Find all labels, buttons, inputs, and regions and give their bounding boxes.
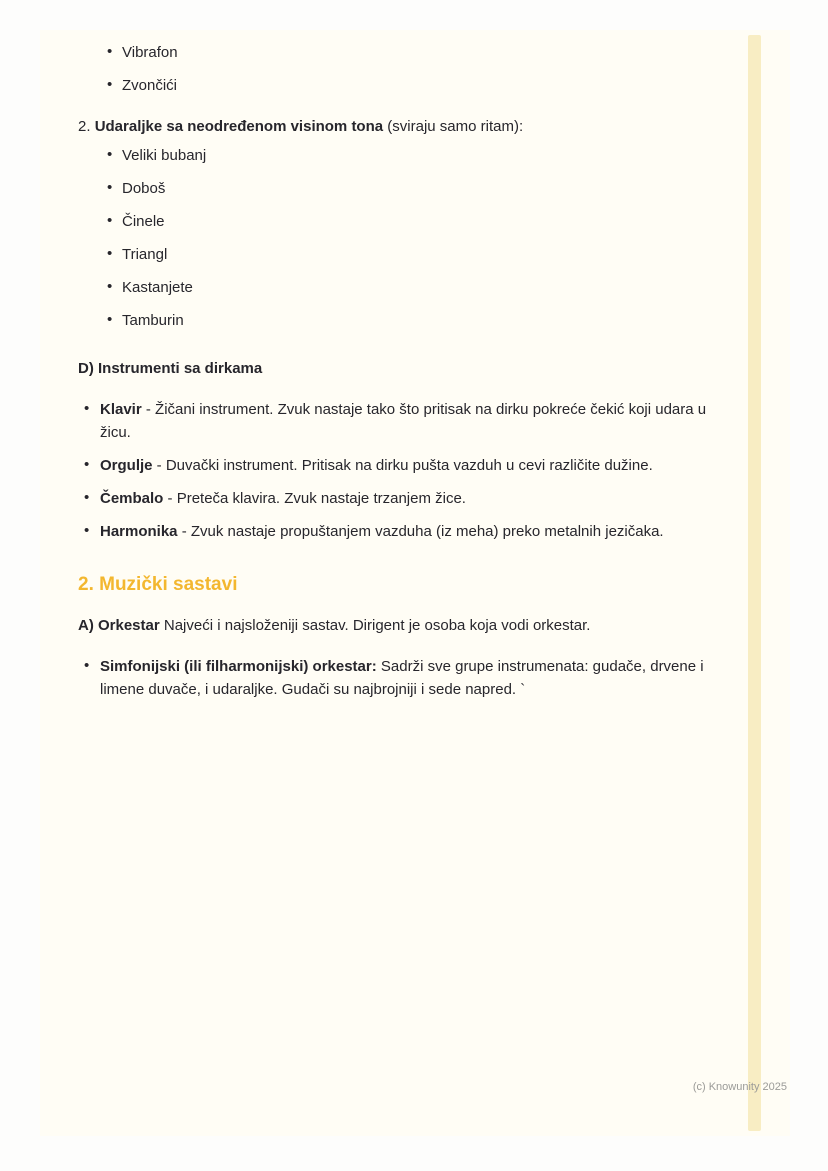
copyright-footer: (c) Knowunity 2025	[692, 1081, 787, 1093]
orchestra-list	[82, 656, 724, 702]
document-content	[40, 30, 790, 702]
paragraph-bold-text: A) Orkestar	[78, 617, 160, 635]
numbered-heading-bold: Udaraljke sa neodređenom visinom tona	[94, 117, 384, 135]
paragraph-rest-text: Najveći i najsloženiji sastav. Dirigent je osoba koja vodi orkestar.	[159, 617, 591, 635]
list-item-text: Triangl	[122, 245, 168, 263]
document-card	[40, 30, 790, 1136]
term-text: Orgulje	[100, 457, 153, 475]
list-item	[105, 178, 724, 201]
list-item	[105, 42, 724, 65]
description-text: - Preteča klavira. Zvuk nastaje trzanjem žice.	[163, 490, 466, 508]
description-text: - Žičani instrument. Zvuk nastaje tako što pritisak na dirku pokreće čekić koji udara u žicu.	[100, 401, 707, 442]
description-text: - Zvuk nastaje propuštanjem vazduha (iz meha) preko metalnih jezičaka.	[177, 523, 664, 541]
list-item	[105, 75, 724, 98]
keyboard-instruments-list	[82, 399, 724, 544]
term-text: Klavir	[100, 401, 142, 419]
percussion-bullet-list	[105, 145, 724, 333]
orchestra-paragraph	[78, 615, 724, 638]
list-item-text: Vibrafon	[122, 44, 178, 61]
numbered-heading	[78, 116, 724, 139]
description-text: - Duvački instrument. Pritisak na dirku pušta vazduh u cevi različite dužine.	[152, 457, 653, 475]
numbered-heading-number: 2.	[78, 117, 95, 135]
list-item-text: Činele	[122, 212, 165, 230]
list-item	[105, 211, 724, 234]
list-item-text: Kastanjete	[122, 278, 193, 296]
section-d-heading: D) Instrumenti sa dirkama	[78, 360, 263, 378]
list-item-text: Veliki bubanj	[122, 146, 207, 164]
term-text: Čembalo	[100, 490, 164, 508]
term-text: Harmonika	[100, 523, 178, 541]
list-item	[82, 521, 724, 544]
section-2-heading: 2. Muzički sastavi	[78, 574, 238, 596]
list-item	[82, 455, 724, 478]
list-item-text: Doboš	[122, 179, 166, 197]
list-item-text: Zvončići	[122, 76, 178, 94]
list-item	[105, 277, 724, 300]
list-item	[82, 399, 724, 445]
list-item	[105, 145, 724, 168]
description-text: Sadrži sve grupe instrumenata: gudače, drvene i limene duvače, i udaraljke. Gudači su najbrojniji i sede napred. `	[100, 658, 704, 698]
list-item	[105, 244, 724, 267]
list-item-text: Tamburin	[122, 311, 184, 329]
list-item	[82, 488, 724, 511]
numbered-heading-rest: (sviraju samo ritam):	[383, 117, 524, 135]
list-item	[105, 310, 724, 333]
list-item	[82, 656, 724, 702]
top-bullet-list	[105, 42, 724, 98]
term-text: Simfonijski (ili filharmonijski) orkestar:	[100, 658, 377, 676]
